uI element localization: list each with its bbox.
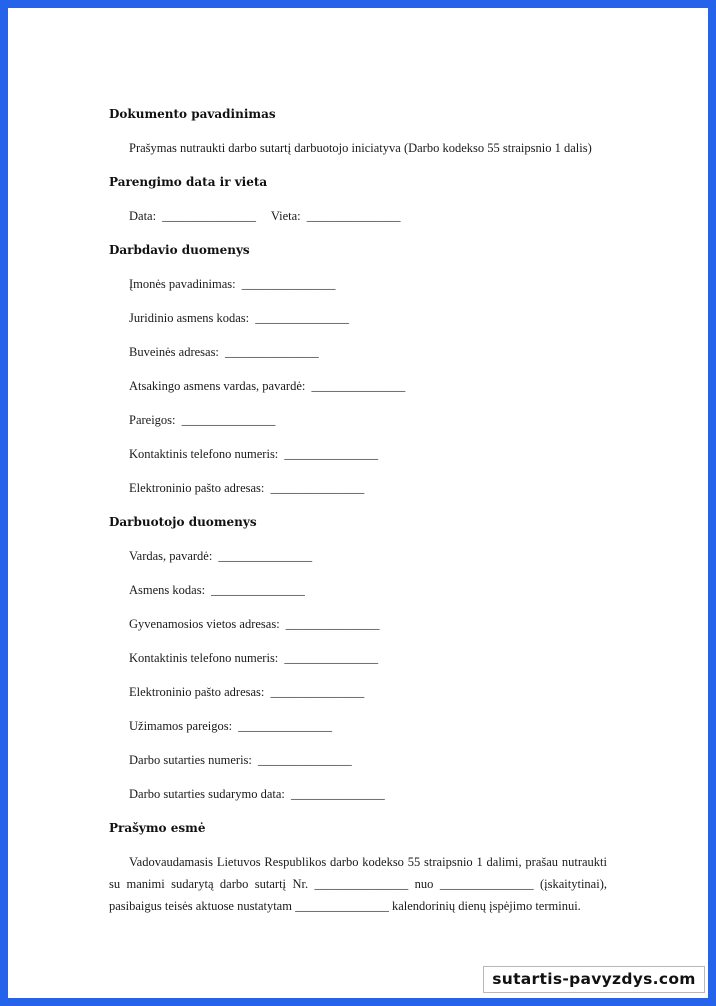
section-heading-date-place: Parengimo data ir vieta	[109, 175, 268, 189]
section-heading-employer: Darbdavio duomenys	[109, 243, 250, 257]
employee-field	[109, 681, 607, 715]
document-page	[8, 8, 708, 998]
document-title-text: Prašymas nutraukti darbo sutartį darbuotojo iniciatyva (Darbo kodekso 55 straipsnio 1 dalis)	[129, 141, 592, 155]
field-blank[interactable]: _______________	[270, 685, 365, 699]
field-blank[interactable]: _______________	[238, 719, 332, 733]
field-blank[interactable]: _______________	[241, 277, 336, 291]
field-label: Elektroninio pašto adresas:	[129, 481, 265, 495]
place-label: Vieta:	[270, 209, 301, 223]
field-blank[interactable]: _______________	[311, 379, 406, 393]
field-blank[interactable]: _______________	[218, 549, 313, 563]
employer-field	[109, 443, 607, 477]
place-blank[interactable]: _______________	[306, 209, 401, 223]
field-label: Asmens kodas:	[129, 583, 206, 597]
employee-fields	[109, 545, 607, 817]
section-heading-request: Prašymo esmė	[109, 821, 206, 835]
date-blank[interactable]: _______________	[162, 209, 256, 223]
employer-field	[109, 273, 607, 307]
field-label: Darbo sutarties numeris:	[129, 753, 252, 767]
field-label: Juridinio asmens kodas:	[129, 311, 250, 325]
field-label: Atsakingo asmens vardas, pavardė:	[129, 379, 306, 393]
employee-field	[109, 749, 607, 783]
field-label: Elektroninio pašto adresas:	[129, 685, 265, 699]
field-blank[interactable]: _______________	[285, 617, 380, 631]
field-blank[interactable]: _______________	[284, 651, 379, 665]
field-label: Kontaktinis telefono numeris:	[129, 447, 279, 461]
document-body	[109, 103, 607, 917]
employer-field	[109, 341, 607, 375]
employer-field	[109, 477, 607, 511]
field-label: Buveinės adresas:	[129, 345, 219, 359]
field-blank[interactable]: _______________	[258, 753, 352, 767]
field-blank[interactable]: _______________	[290, 787, 385, 801]
section-heading-employee: Darbuotojo duomenys	[109, 515, 257, 529]
field-blank[interactable]: _______________	[225, 345, 319, 359]
watermark-badge: sutartis-pavyzdys.com	[483, 966, 705, 993]
field-label: Įmonės pavadinimas:	[129, 277, 236, 291]
field-label: Kontaktinis telefono numeris:	[129, 651, 279, 665]
employee-field	[109, 545, 607, 579]
field-label: Darbo sutarties sudarymo data:	[129, 787, 285, 801]
field-blank[interactable]: _______________	[255, 311, 350, 325]
employer-field	[109, 409, 607, 443]
field-blank[interactable]: _______________	[270, 481, 365, 495]
employee-field	[109, 715, 607, 749]
employee-field	[109, 579, 607, 613]
field-label: Užimamos pareigos:	[129, 719, 233, 733]
employee-field	[109, 613, 607, 647]
field-label: Vardas, pavardė:	[129, 549, 213, 563]
date-place-line	[109, 205, 607, 239]
field-blank[interactable]: _______________	[284, 447, 379, 461]
date-label: Data:	[129, 209, 157, 223]
request-paragraph: Vadovaudamasis Lietuvos Respublikos darbo kodekso 55 straipsnio 1 dalimi, prašau nutraukti su manimi sudarytą darbo sutartį Nr. _______________ nuo _______________ (įskaitytinai), pasibaigus teisės aktuose nustatytam _______________ kalendorinių dienų įspėjimo terminui.	[109, 855, 607, 913]
field-blank[interactable]: _______________	[181, 413, 276, 427]
field-blank[interactable]: _______________	[211, 583, 305, 597]
field-label: Gyvenamosios vietos adresas:	[129, 617, 280, 631]
employer-field	[109, 375, 607, 409]
employer-fields	[109, 273, 607, 511]
employee-field	[109, 647, 607, 681]
employer-field	[109, 307, 607, 341]
field-label: Pareigos:	[129, 413, 176, 427]
employee-field	[109, 783, 607, 817]
section-heading-title: Dokumento pavadinimas	[109, 107, 276, 121]
